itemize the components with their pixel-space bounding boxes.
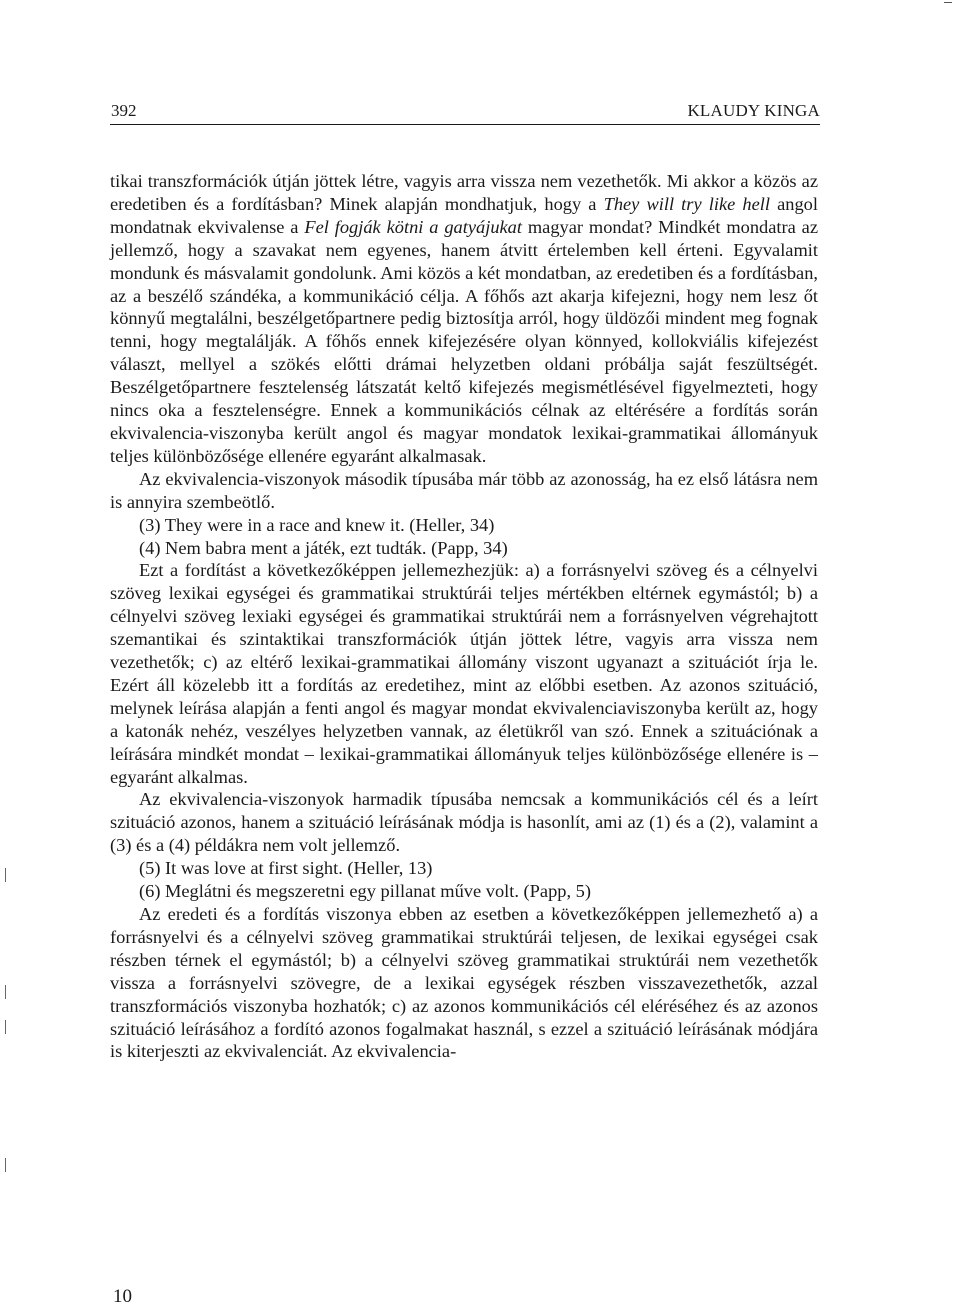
paragraph-1-text-c: magyar mondat? Mindkét mondatra az jellemző, hogy a szavakat nem egyenes, hanem átvitt értelemben kell érteni. Egyvalamit mondunk és másvalamit gondolunk. Ami közös a két mondatban, az eredetiben és a fordításban, az a beszélő szándéka, a kommunikáció célja. A főhős azt akarja kifejezni, hogy nem lesz őt könnyű megtalálni, beszélgetőpartnere pedig biztosítja arról, hogy üldözői mindent meg fognak tenni, hogy megtalálják. A főhős ennek kifejezésére olyan könnyed, kollokviális kifejezést választ, mellyel a szökés előtti drámai helyzetben oldani próbálja saját feszültségét. Beszélgetőpartnere fesztelenség látszatát keltő kifejezés megismétlésével figyelmezteti, hogy nincs oka a fesztelenségre. Ennek a kommunikációs célnak az eltérésére a fordítás során ekvivalencia-viszonyba került angol és magyar mondatok lexikai-grammatikai állományuk teljes különbözősége ellenére egyaránt alkalmasak. xyxy=(110,216,818,466)
example-4: (4) Nem babra ment a játék, ezt tudták. (Papp, 34) xyxy=(139,537,508,558)
paragraph-4: Az ekvivalencia-viszonyok harmadik típusába nemcsak a kommunikációs cél és a leírt szituáció azonos, hanem a szituáció leírásának módja is hasonlít, ami az (1) és a (2), valamint a (3) és a (4) példákra nem volt jellemző. xyxy=(110,789,818,856)
paragraph-5: Az eredeti és a fordítás viszonya ebben az esetben a következőképpen jellemezhető a) a forrásnyelvi és a célnyelvi szöveg grammatikai struktúrái teljesen, de lexikai egységei csak részben térnek el egymástól; b) a célnyelvi szöveg grammatikai struktúrái nem vezethetők vissza a forrásnyelvi szövegre, de a lexikai egységek részben visszavezethetők, azzal transzformációs viszonyba hozhatók; c) az azonos kommunikációs cél eléréséhez és az azonos szituáció leírásához a fordító azonos fogalmakat használ, s ezzel a szituáció leírásának módjára is kiterjeszti az ekvivalenciát. Az ekvivalencia- xyxy=(110,904,818,1062)
paragraph-1-text-b: angol mondatnak ekvivalense a xyxy=(110,193,818,237)
margin-tick xyxy=(5,1020,6,1034)
page-header xyxy=(108,100,820,126)
example-6: (6) Meglátni és megszeretni egy pillanat műve volt. (Papp, 5) xyxy=(139,881,591,902)
paragraph-1 xyxy=(110,170,818,468)
scan-corner-mark xyxy=(944,2,952,3)
example-5: (5) It was love at first sight. (Heller, 13) xyxy=(139,858,433,879)
page-number: 392 xyxy=(111,101,137,120)
header-rule xyxy=(110,124,820,125)
margin-tick xyxy=(5,985,6,999)
quoted-hungarian-phrase: Fel fogják kötni a gatyájukat xyxy=(304,216,522,237)
margin-tick xyxy=(5,1158,6,1172)
paragraph-1-text-a: tikai transzformációk útján jöttek létre, vagyis arra vissza nem vezethetők. Mi akkor a közös az eredetiben és a fordításban? Minek alapján mondhatjuk, hogy a xyxy=(110,171,818,214)
paragraph-2: Az ekvivalencia-viszonyok második típusába már több az azonosság, ha ez első látásra nem is annyira szembeötlő. xyxy=(110,468,818,512)
example-3: (3) They were in a race and knew it. (Heller, 34) xyxy=(139,514,495,535)
running-head: KLAUDY KINGA xyxy=(687,101,820,120)
margin-tick xyxy=(5,868,6,882)
quoted-english-phrase: They will try like hell xyxy=(603,193,770,214)
paragraph-3: Ezt a fordítást a következőképpen jellemezhezjük: a) a forrásnyelvi szöveg és a célnyelvi szöveg lexikai egységei és grammatikai struktúrái teljes mértékben eltérnek egymástól; b) a célnyelvi szöveg lexiaki egységei és grammatikai struktúrái nem a forrásnyelven végrehajtott szemantikai és szintaktikai transzformációk útján jöttek létre, vagyis arra vissza nem vezethetők; c) az eltérő lexikai-grammatikai állomány viszont ugyanazt a szituációt írja le. Ezért áll közelebb itt a fordítás az eredetihez, mint az előbbi esetben. Az azonos szituáció, melynek leírása alapján a fenti angol és magyar mondat ekvivalenciaviszonyba került az, hogy a katonák nehéz, veszélyes helyzetben vannak, az életükről van szó. Ennek a szituációnak a leírására mindkét mondat – lexikai-grammatikai állományuk teljes különbözősége ellenére is – egyaránt alkalmas. xyxy=(110,560,818,787)
sheet-number: 10 xyxy=(113,1286,132,1307)
body-text xyxy=(110,170,818,1063)
